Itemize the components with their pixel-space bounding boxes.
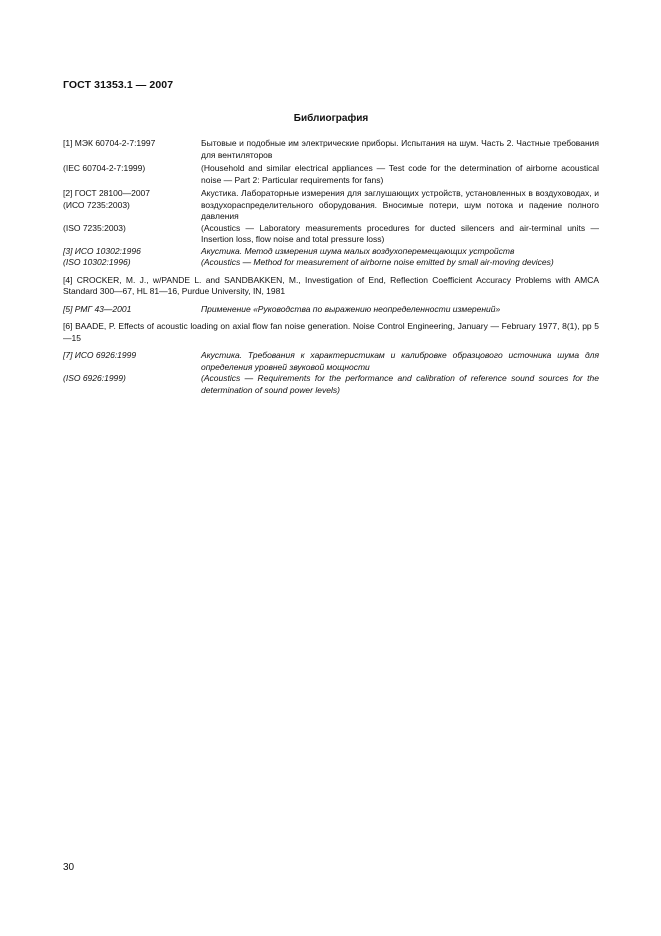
bib-entry-6: [6] BAADE, P. Effects of acoustic loading on axial flow fan noise generation. Noise Control Engineering, January — February 1977, 8(1), pp 5—15	[63, 321, 599, 343]
bibliography-list	[63, 138, 599, 396]
bib-text: Применение «Руководства по выражению неопределенности измерений»	[201, 303, 501, 314]
bib-entry-4: [4] CROCKER, M. J., w/PANDE L. and SANDBAKKEN, M., Investigation of End, Reflection Coefficient Accuracy Problems with AMCA Standard 300—67, HL 81—16, Purdue University, IN, 1981	[63, 274, 599, 296]
bib-text: Акустика. Метод измерения шума малых воздухоперемещающих устройств	[201, 245, 515, 256]
bib-ref: [1] МЭК 60704-2-7:1997	[63, 138, 156, 148]
bib-ref: [7] ИСО 6926:1999	[63, 350, 137, 360]
bib-text: (Acoustics — Laboratory measurements procedures for ducted silencers and air-terminal units — Insertion loss, flow noise and total pressure loss)	[201, 222, 599, 244]
bib-ref: (ISO 7235:2003)	[63, 222, 126, 233]
bib-text: (Acoustics — Requirements for the performance and calibration of reference sound sources for the determination of sound power levels)	[201, 373, 599, 395]
page-number: 30	[63, 862, 75, 873]
bib-entry-1	[63, 138, 599, 161]
document-header: ГОСТ 31353.1 — 2007	[63, 79, 174, 91]
bib-entry-3	[63, 246, 599, 258]
bib-entry-3-en	[63, 257, 599, 269]
bib-text: Бытовые и подобные им электрические приборы. Испытания на шум. Часть 2. Частные требования для вентиляторов	[201, 138, 599, 160]
bib-entry-5	[63, 304, 599, 316]
bib-text: Акустика. Требования к характеристикам и калибровке образцового источника шума для определения уровней звуковой мощности	[201, 350, 599, 372]
section-title: Библиография	[293, 113, 369, 124]
bib-ref: (IEC 60704-2-7:1999)	[63, 163, 146, 173]
bib-entry-1-en	[63, 163, 599, 186]
bib-ref: [3] ИСО 10302:1996	[63, 245, 141, 256]
bib-entry-2	[63, 188, 599, 223]
bib-ref: (ISO 10302:1996)	[63, 257, 131, 267]
bib-entry-2-en	[63, 223, 599, 246]
bib-entry-7-en	[63, 373, 599, 396]
bib-text: (Household and similar electrical appliances — Test code for the determination of airborne acoustical noise — Part 2: Particular requirements for fans)	[201, 163, 599, 185]
bib-ref: (ISO 6926:1999)	[63, 373, 126, 383]
bib-ref: [5] РМГ 43—2001	[63, 303, 132, 314]
bib-text: Акустика. Лабораторные измерения для заглушающих устройств, установленных в воздуховодах, и воздухораспределительного оборудования. Вносимые потери, шум потока и падение полного давления	[201, 188, 599, 221]
bib-ref: [2] ГОСТ 28100—2007 (ИСО 7235:2003)	[63, 188, 151, 210]
bib-entry-7	[63, 350, 599, 373]
bib-text: (Acoustics — Method for measurement of airborne noise emitted by small air-moving devices)	[201, 257, 554, 267]
